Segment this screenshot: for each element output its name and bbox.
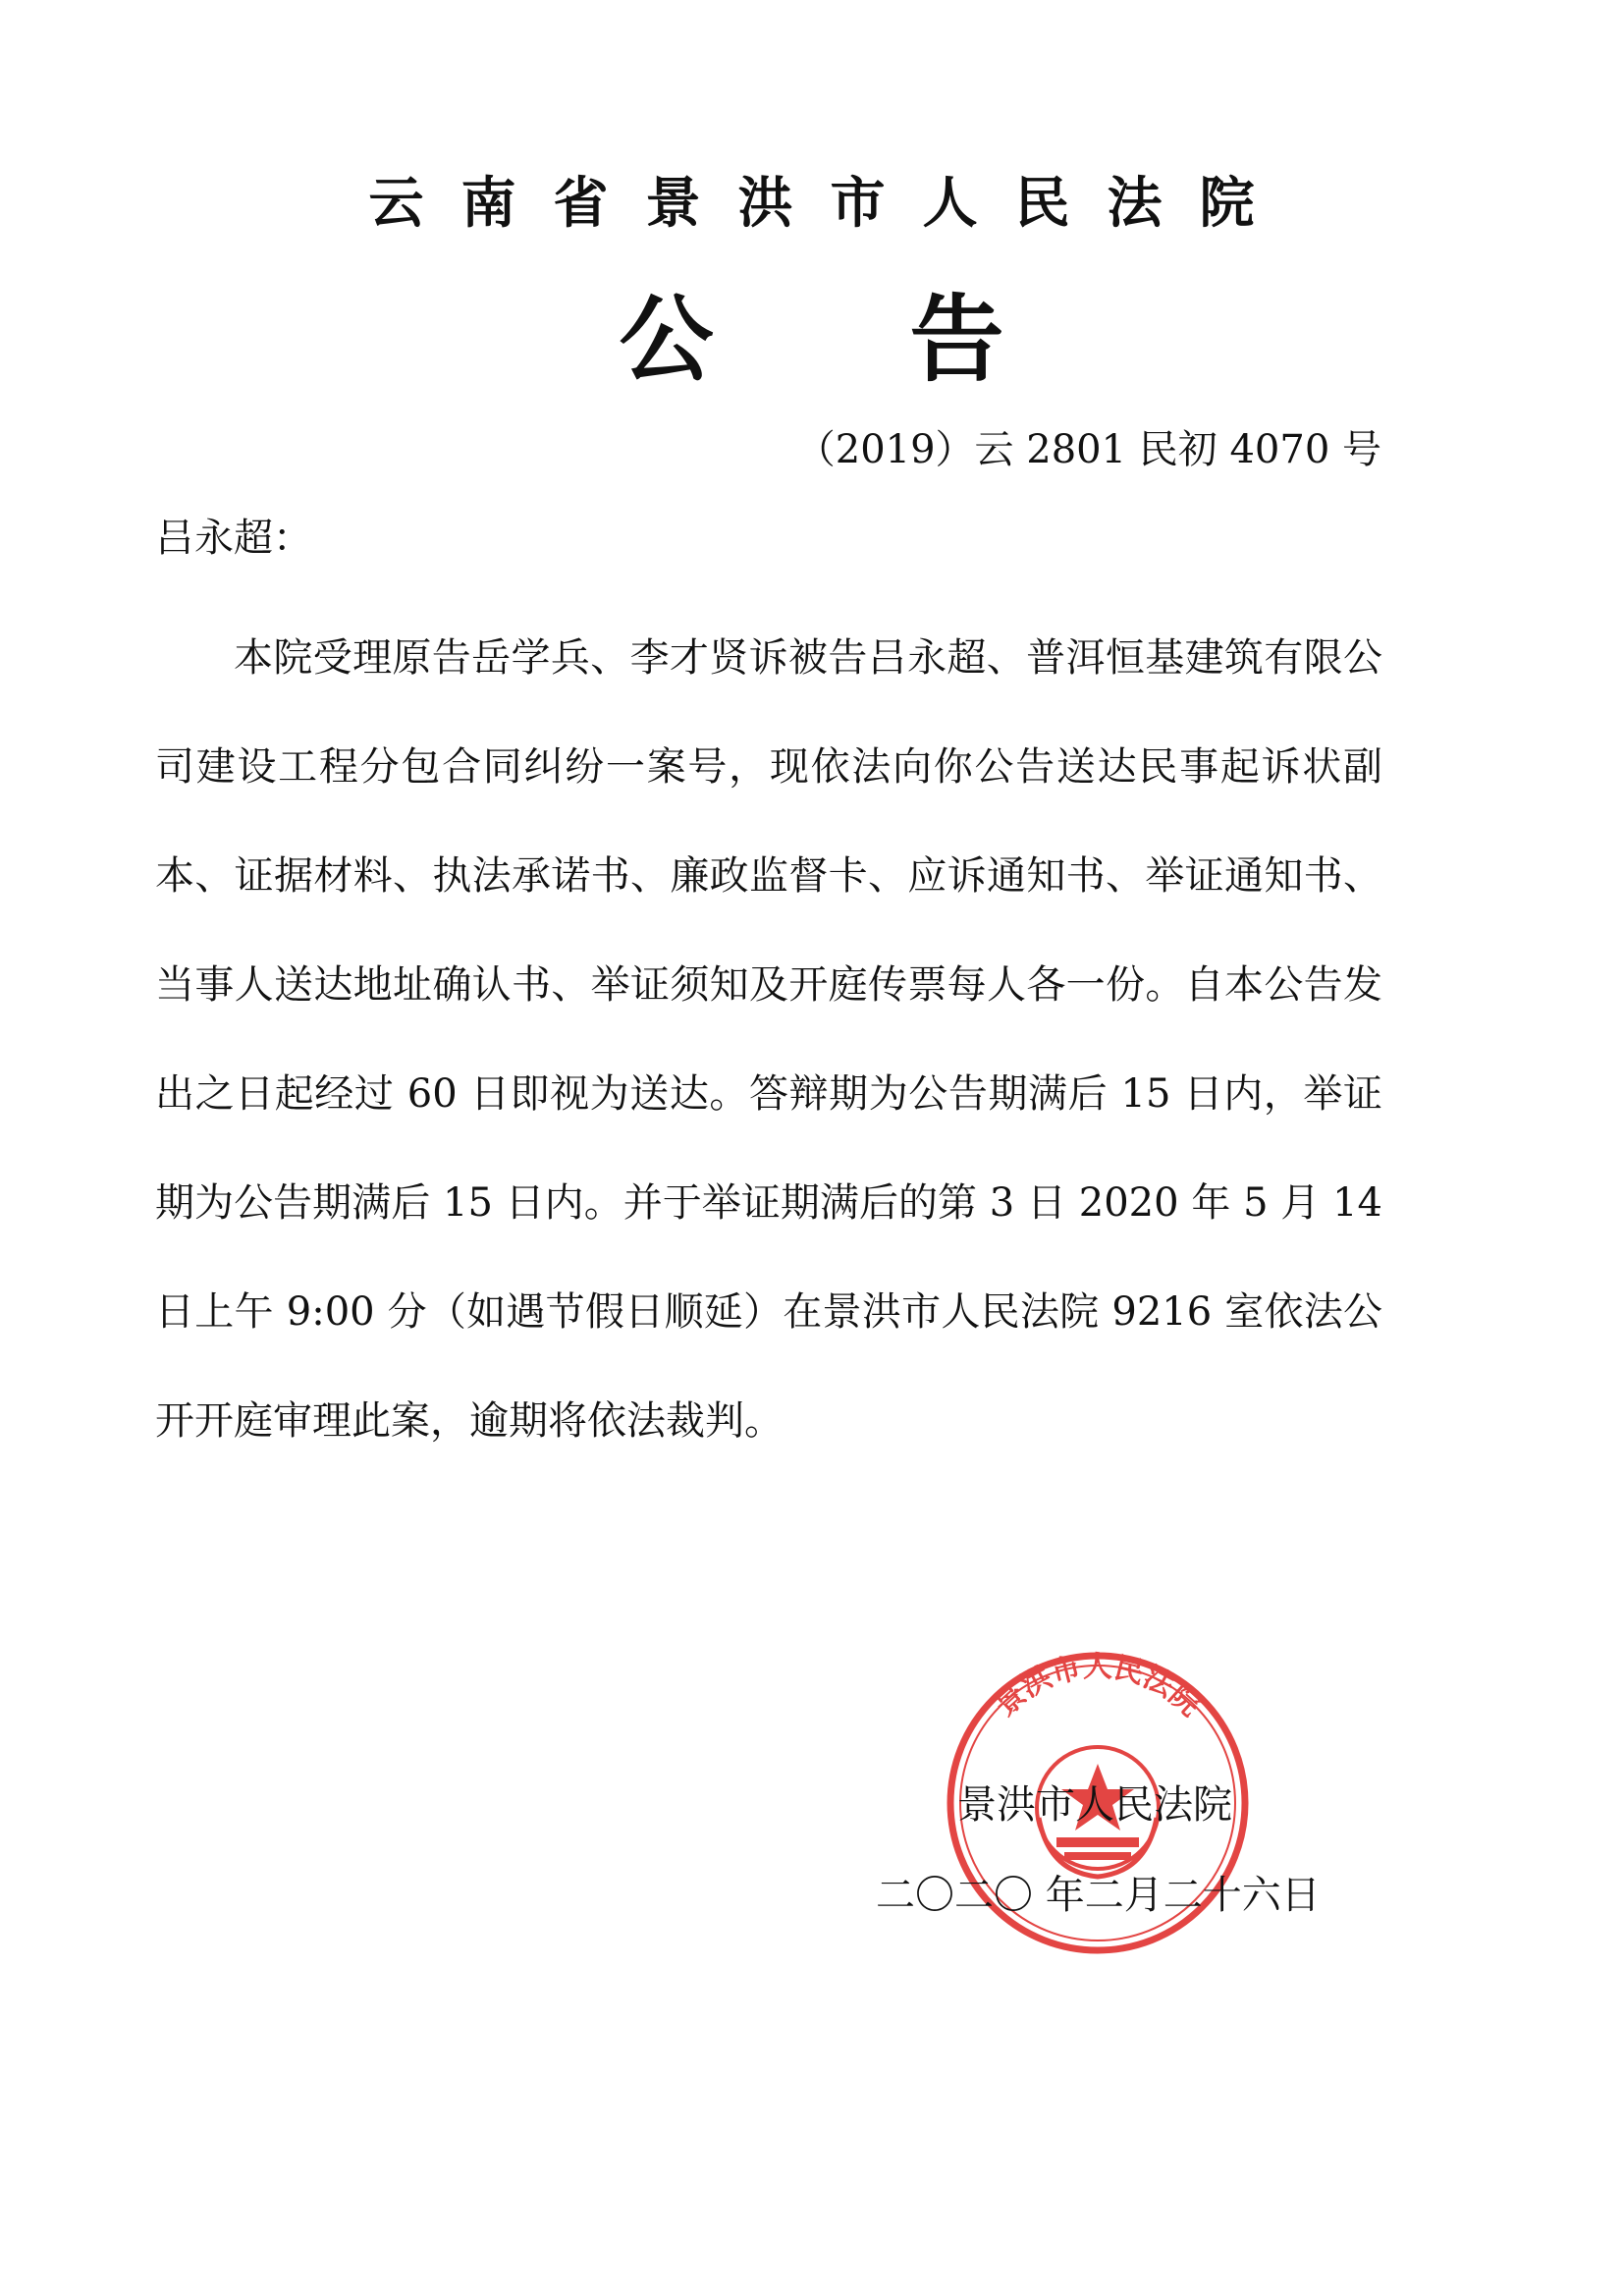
title-char-gong: 公 bbox=[619, 285, 714, 395]
title-char-gao: 告 bbox=[909, 285, 1004, 395]
addressee: 吕永超： bbox=[155, 516, 312, 561]
svg-text:景洪市人民法院 bbox=[989, 1650, 1208, 1723]
signing-authority: 景洪市人民法院 bbox=[957, 1782, 1232, 1828]
seal-ring-text: 景洪市人民法院 bbox=[988, 1650, 1208, 1723]
court-name-heading: 云南省景洪市人民法院 bbox=[368, 172, 1292, 236]
notice-body: 本院受理原告岳学兵、李才贤诉被告吕永超、普洱恒基建筑有限公司建设工程分包合同纠纷一案号，现依法向你公告送达民事起诉状副本、证据材料、执法承诺书、廉政监督卡、应诉通知书、举证通知书、当事人送达地址确认书、举证须知及开庭传票每人各一份。自本公告发出之日起经过 60 日即视为送达。答辩期为公告期满后 15 日内，举证期为公告期满后 15 日内。并于举证期满后的第 3 日 2020 年 5 月 14 日上午 9:00 分（如遇节假日顺延）在景洪市人民法院 9216 室依法公开开庭审理此案，逾期将依法裁判。 bbox=[155, 635, 1382, 1444]
document-title bbox=[0, 281, 1623, 399]
case-number: （2019）云 2801 民初 4070 号 bbox=[795, 427, 1381, 472]
signing-date: 二〇二〇 年二月二十六日 bbox=[876, 1873, 1321, 1918]
